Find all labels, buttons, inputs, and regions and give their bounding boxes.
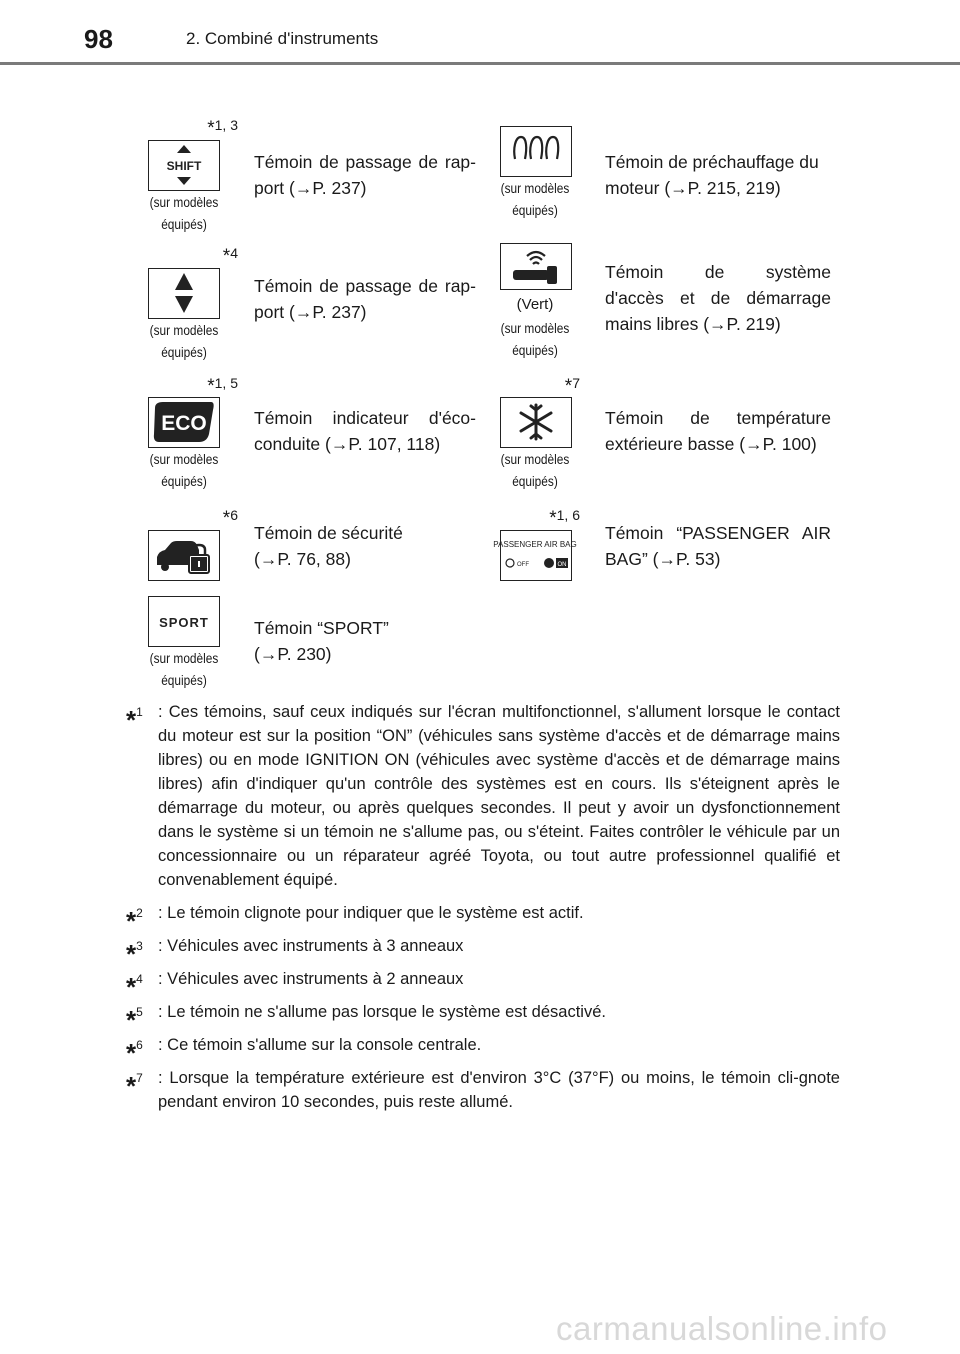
footnote-1: *$^1$ : Ces témoins, sauf ceux indiqués sur l'écran multifonctionnel, s'allument lorsque le contact du moteur est sur la position “ON” (véhicules sans système d'accès et de démarrage mains libres) ou en mode IGNITION ON (véhicules avec système d'accès et de démarrage mains libres) afin d'indiquer qu'un contrôle des systèmes est en cours. Ils s'éteignent après le démarrage du moteur, ou après quelques secondes. Il peut y avoir un dysfonctionnement dans le système si un témoin ne s'allume pas, ou s'éteint. Faites contrôler le véhicule par un concessionnaire ou un réparateur agréé Toyota, ou tout autre professionnel qualifié et convenablement équipé. [126, 703, 840, 889]
sport-mode-icon [149, 597, 218, 645]
eco-description: Témoin indicateur d'éco- conduite (→P. 107, 118) [254, 408, 476, 454]
chapter-title: 2. Combiné d'instruments [186, 29, 379, 48]
availability-note: (sur modèles équipés) [500, 181, 570, 218]
footnote-ref: *1, 6 [549, 507, 580, 529]
eco-leaf-icon [149, 398, 218, 446]
smart-key-indicator [500, 243, 572, 290]
airbag-description: Témoin “PASSENGER AIR BAG” (→P. 53) [605, 523, 831, 569]
preheat-description: Témoin de préchauffage du moteur (→P. 215, 219) [605, 152, 819, 198]
shift-updown-description: Témoin de passage de rap- port (→P. 237) [254, 276, 476, 322]
sport-indicator [148, 596, 220, 647]
low-temp-indicator [500, 397, 572, 448]
up-down-arrows-icon [149, 269, 218, 317]
footnote-ref: *1, 5 [207, 375, 238, 397]
footnote-2: *$^2$ : Le témoin clignote pour indiquer que le système est actif. [126, 904, 584, 936]
watermark: carmanualsonline.info [556, 1310, 888, 1347]
car-lock-icon [149, 531, 218, 579]
smart-key-icon [501, 244, 570, 288]
passenger-airbag-indicator [493, 530, 577, 581]
sport-label: SPORT [159, 615, 209, 630]
footnote-5: *$^5$ : Le témoin ne s'allume pas lorsque le système est désactivé. [126, 1003, 606, 1035]
availability-note: (sur modèles équipés) [500, 452, 570, 489]
smart-key-description: Témoin de système d'accès et de démarrage mains libres (→P. 219) [605, 262, 831, 334]
footnote-6: *$^6$ : Ce témoin s'allume sur la console centrale. [126, 1036, 482, 1068]
preheat-indicator [500, 126, 572, 177]
footnote-ref: *7 [564, 375, 580, 397]
availability-note: (sur modèles équipés) [149, 651, 219, 688]
header-rule [0, 62, 960, 65]
footnote-4: *$^4$ : Véhicules avec instruments à 2 anneaux [126, 970, 464, 1002]
footnote-3: *$^3$ : Véhicules avec instruments à 3 anneaux [126, 937, 464, 969]
security-description: Témoin de sécurité (→P. 76, 88) [254, 523, 403, 569]
availability-note: (sur modèles équipés) [149, 323, 219, 360]
eco-indicator [148, 397, 220, 448]
footnote-ref: *6 [222, 507, 238, 529]
shift-indicator [148, 140, 220, 191]
glow-plug-icon [501, 127, 570, 175]
eco-label: ECO [161, 412, 207, 435]
low-temp-description: Témoin de température extérieure basse (→P. 100) [605, 408, 831, 454]
footnotes [126, 700, 840, 1123]
snowflake-icon [501, 398, 570, 446]
shift-arrows-icon [149, 141, 218, 189]
availability-note: (sur modèles équipés) [500, 321, 570, 358]
airbag-on-label: ON [557, 562, 567, 568]
shift-description: Témoin de passage de rap- port (→P. 237) [254, 152, 476, 198]
airbag-status-icon [493, 531, 577, 579]
color-label: (Vert) [516, 296, 554, 313]
availability-note: (sur modèles équipés) [149, 452, 219, 489]
sport-description: Témoin “SPORT” (→P. 230) [254, 618, 389, 664]
airbag-off-label: OFF [517, 562, 529, 568]
footnote-ref: *1, 3 [207, 117, 238, 139]
shift-updown-indicator [148, 268, 220, 319]
page-number: 98 [84, 24, 113, 54]
footnote-7: *$^7$ : Lorsque la température extérieure est d'environ 3°C (37°F) ou moins, le témoin cli-gnote pendant environ 10 secondes, puis reste allumé. [126, 1069, 840, 1111]
availability-note: (sur modèles équipés) [149, 195, 219, 232]
airbag-label: PASSENGER AIR BAG [493, 540, 577, 549]
security-indicator [148, 530, 220, 581]
footnote-ref: *4 [222, 245, 238, 267]
shift-label: SHIFT [166, 159, 202, 173]
